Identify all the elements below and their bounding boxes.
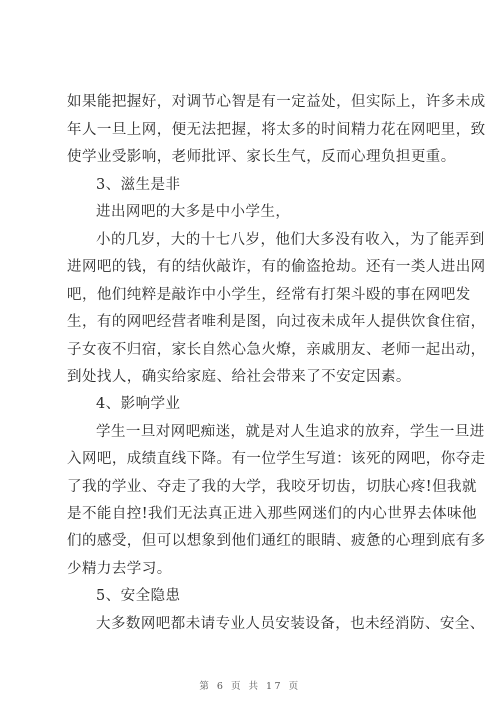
section-heading: 4、影响学业 [96,396,181,412]
body-line: 进网吧的钱，有的结伙敲诈，有的偷盗抢劫。还有一类人进出网 [67,259,486,275]
body-line: 少精力去学习。 [67,561,172,577]
body-line: 大多数网吧都未请专业人员安装设备，也未经消防、安全、 [96,616,485,632]
body-line: 吧，他们纯粹是敲诈中小学生，经常有打架斗殴的事在网吧发 [67,287,471,303]
body-line: 进出网吧的大多是中小学生， [96,204,291,220]
body-line: 使学业受影响，老师批评、家长生气，反而心理负担更重。 [67,149,456,165]
body-line: 到处找人，确实给家庭、给社会带来了不安定因素。 [67,369,411,385]
body-line: 生，有的网吧经营者唯利是图，向过夜未成年人提供饮食住宿， [67,314,486,330]
body-line: 子女夜不归宿，家长自然心急火燎，亲戚朋友、老师一起出动， [67,342,486,358]
body-line: 小的几岁，大的十七八岁，他们大多没有收入，为了能弄到 [96,232,485,248]
section-heading: 5、安全隐患 [96,588,181,604]
body-line: 年人一旦上网，便无法把握，将太多的时间精力花在网吧里，致 [67,122,486,138]
body-line: 学生一旦对网吧痴迷，就是对人生追求的放弃，学生一旦进 [96,424,485,440]
body-line: 入网吧，成绩直线下降。有一位学生写道：该死的网吧，你夺走 [67,451,486,467]
page-number-footer: 第 6 页 共 17 页 [199,681,301,692]
section-heading: 3、滋生是非 [96,177,181,193]
body-line: 了我的学业、夺走了我的大学，我咬牙切齿，切肤心疼!但我就 [67,479,477,495]
body-line: 如果能把握好，对调节心智是有一定益处，但实际上，许多未成 [67,94,486,110]
body-line: 是不能自控!我们无法真正进入那些网迷们的内心世界去体味他 [67,506,477,522]
body-line: 们的感受，但可以想象到他们通红的眼睛、疲惫的心理到底有多 [67,533,486,549]
